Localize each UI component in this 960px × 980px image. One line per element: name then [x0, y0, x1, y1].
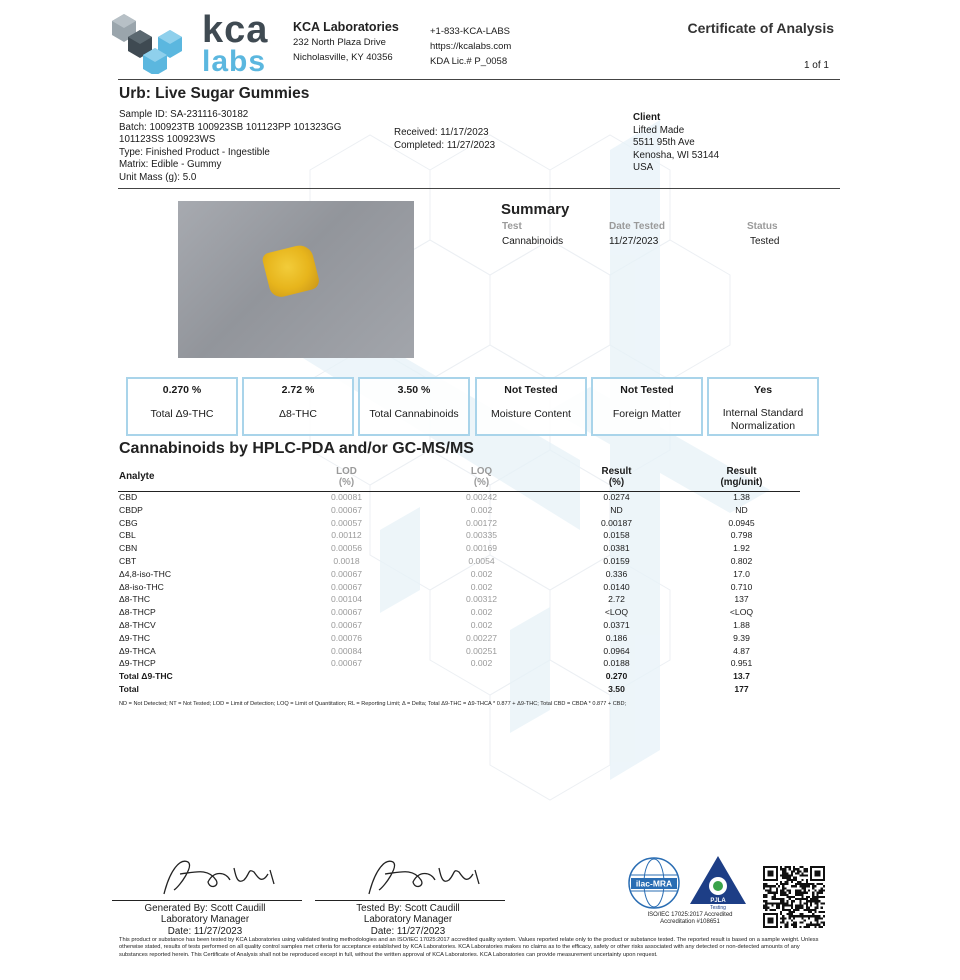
svg-text:PJLA: PJLA — [710, 898, 726, 904]
client-country: USA — [633, 162, 654, 174]
lod-cell: 0.00076 — [330, 632, 363, 643]
table-row — [119, 504, 799, 517]
table-row — [119, 619, 799, 632]
sample-photo — [178, 201, 414, 358]
client-city: Kenosha, WI 53144 — [633, 149, 720, 161]
analyte-cell: CBL — [119, 530, 136, 541]
empty-cell — [279, 683, 414, 696]
table-total-row — [119, 670, 799, 683]
loq-cell: 0.00227 — [465, 632, 498, 643]
loq-cell: 0.002 — [470, 504, 493, 515]
page-number: 1 of 1 — [803, 60, 829, 71]
table-row — [119, 593, 799, 606]
total-mg-cell: 13.7 — [733, 671, 750, 682]
lab-address-line1: 232 North Plaza Drive — [293, 37, 386, 48]
table-row — [119, 491, 799, 504]
col-lod: LOD (%) — [336, 465, 357, 488]
table-row — [119, 632, 799, 645]
result-box-total-cannabinoids — [358, 377, 470, 436]
client-heading: Client — [633, 112, 661, 123]
lod-cell: 0.00084 — [330, 645, 363, 656]
received-date: Received: 11/17/2023 — [394, 127, 489, 138]
lod-cell: 0.00057 — [330, 517, 363, 528]
product-title: Urb: Live Sugar Gummies — [119, 85, 310, 102]
empty-cell — [414, 670, 549, 683]
total-label-cell: Total — [119, 683, 139, 694]
analyte-cell: Δ9-THC — [119, 632, 151, 643]
summary-status: Tested — [750, 236, 780, 247]
sample-type: Type: Finished Product - Ingestible — [119, 146, 270, 158]
generated-role: Laboratory Manager — [160, 914, 250, 926]
lod-cell: 0.00067 — [330, 568, 363, 579]
analyte-cell: CBG — [119, 517, 138, 528]
lab-name: KCA Laboratories — [293, 20, 399, 34]
lod-cell: 0.00112 — [331, 530, 362, 541]
logo-text-kca: kca — [202, 9, 269, 51]
sample-id: Sample ID: SA-231116-30182 — [119, 109, 249, 120]
tested-role: Laboratory Manager — [363, 914, 453, 926]
cannabinoids-table — [119, 463, 799, 696]
table-row — [119, 555, 799, 568]
table-row — [119, 542, 799, 555]
analyte-cell: Δ4,8-iso-THC — [119, 568, 172, 579]
result-mg-cell: <LOQ — [729, 607, 754, 618]
loq-cell: 0.00169 — [465, 543, 498, 554]
summary-date: 11/27/2023 — [609, 236, 659, 247]
total-pct-cell: 3.50 — [608, 683, 625, 694]
client-info — [633, 112, 719, 175]
col-result-mg: Result (mg/unit) — [720, 465, 763, 488]
signature-block-tested — [318, 903, 498, 937]
batch-line2: 101123SS 100923WS — [119, 134, 216, 146]
result-mg-cell: 137 — [734, 594, 749, 605]
result-pct-cell: 0.0371 — [603, 619, 630, 630]
result-mg-cell: 0.802 — [730, 555, 753, 566]
col-loq: LOQ (%) — [470, 465, 493, 488]
result-mg-cell: 1.92 — [733, 543, 750, 554]
lab-info — [293, 20, 399, 65]
result-mg-cell: 17.0 — [733, 568, 750, 579]
table-row — [119, 517, 799, 530]
lod-cell: 0.00067 — [330, 607, 363, 618]
analyte-cell: Δ8-THCP — [119, 607, 156, 618]
generated-by: Generated By: Scott Caudill — [144, 903, 266, 914]
cannabinoids-section-title: Cannabinoids by HPLC-PDA and/or GC-MS/MS — [119, 440, 474, 457]
table-row — [119, 581, 799, 594]
loq-cell: 0.00242 — [465, 492, 498, 502]
result-box-label: Total Cannabinoids — [369, 408, 459, 420]
accreditation-standard: ISO/IEC 17025:2017 Accredited — [647, 912, 733, 918]
summary-title: Summary — [501, 201, 570, 218]
empty-cell — [414, 683, 549, 696]
loq-cell: 0.002 — [470, 658, 493, 669]
unit-mass: Unit Mass (g): 5.0 — [119, 171, 197, 183]
result-box-internal-standard — [707, 377, 819, 436]
lod-cell: 0.00067 — [330, 504, 363, 515]
table-row — [119, 529, 799, 542]
analyte-cell: Δ8-THCV — [119, 619, 156, 630]
result-mg-cell: 0.951 — [730, 658, 753, 669]
result-box-label: Foreign Matter — [612, 408, 682, 420]
lab-license: KDA Lic.# P_0058 — [430, 56, 508, 67]
client-street: 5511 95th Ave — [633, 137, 695, 149]
loq-cell: 0.002 — [470, 607, 493, 618]
lab-phone: +1-833-KCA-LABS — [430, 26, 510, 37]
header-divider — [118, 79, 840, 80]
svg-text:ilac-MRA: ilac-MRA — [635, 878, 673, 889]
document-title: Certificate of Analysis — [687, 20, 834, 36]
signature-generated-by — [150, 850, 330, 900]
col-result-pct: Result (%) — [601, 465, 632, 488]
loq-cell: 0.0054 — [468, 555, 495, 566]
qr-code[interactable] — [763, 866, 825, 928]
result-box-d8-thc — [242, 377, 354, 436]
batch-line1: Batch: 100923TB 100923SB 101123PP 101323GG — [119, 121, 342, 133]
lod-cell: 0.00067 — [330, 619, 363, 630]
lab-address-line2: Nicholasville, KY 40356 — [293, 52, 393, 63]
result-mg-cell: 0.798 — [730, 530, 753, 541]
result-box-value: 0.270 % — [162, 384, 202, 396]
logo-text-labs: labs — [202, 45, 267, 78]
client-name: Lifted Made — [633, 124, 685, 136]
analyte-cell: CBT — [119, 555, 137, 566]
result-box-moisture — [475, 377, 587, 436]
analyte-cell: Δ8-iso-THC — [119, 581, 164, 592]
summary-col-date: Date Tested — [609, 221, 665, 232]
result-pct-cell: 0.0964 — [603, 645, 630, 656]
lod-cell: 0.00081 — [330, 492, 363, 502]
tested-by: Tested By: Scott Caudill — [356, 903, 460, 914]
result-mg-cell: 1.88 — [733, 619, 750, 630]
lod-cell: 0.00067 — [330, 658, 363, 669]
lod-cell: 0.00056 — [330, 543, 363, 554]
analyte-cell: CBN — [119, 543, 138, 554]
result-pct-cell: 0.0274 — [603, 492, 630, 502]
result-box-value: Yes — [753, 384, 773, 396]
table-header-rule — [118, 491, 800, 492]
signature-line-1 — [112, 900, 302, 901]
analyte-cell: CBD — [119, 492, 138, 502]
analyte-cell: CBDP — [119, 504, 143, 515]
sample-dates — [394, 127, 495, 152]
result-pct-cell: 0.0158 — [603, 530, 630, 541]
pjla-logo — [688, 854, 748, 910]
completed-date: Completed: 11/27/2023 — [394, 139, 496, 151]
loq-cell: 0.00312 — [465, 594, 498, 605]
result-mg-cell: 9.39 — [733, 632, 750, 643]
accreditation-number: Accreditation #108651 — [660, 919, 720, 926]
signature-block-generated — [115, 903, 295, 937]
result-pct-cell: 2.72 — [608, 594, 625, 605]
kca-labs-logo — [110, 9, 280, 78]
loq-cell: 0.002 — [470, 619, 493, 630]
loq-cell: 0.002 — [470, 568, 493, 579]
signature-line-2 — [315, 900, 505, 901]
table-row — [119, 568, 799, 581]
sample-details — [119, 109, 341, 185]
result-pct-cell: 0.0140 — [603, 581, 630, 592]
result-pct-cell: <LOQ — [604, 607, 629, 618]
result-box-label: Internal Standard Normalization — [722, 407, 804, 432]
result-box-foreign-matter — [591, 377, 703, 436]
table-header-row — [119, 463, 799, 491]
loq-cell: 0.00251 — [465, 645, 498, 656]
loq-cell: 0.00335 — [465, 530, 498, 541]
cannabinoids-table-body — [119, 491, 799, 696]
result-mg-cell: 4.87 — [733, 645, 750, 656]
details-divider — [118, 188, 840, 189]
lab-website[interactable]: https://kcalabs.com — [430, 41, 512, 52]
analyte-cell: Δ9-THCA — [119, 645, 156, 656]
result-pct-cell: 0.0159 — [603, 555, 630, 566]
result-pct-cell: 0.336 — [605, 568, 628, 579]
result-pct-cell: 0.186 — [605, 632, 628, 643]
summary-test: Cannabinoids — [502, 236, 564, 247]
lod-cell: 0.00067 — [330, 581, 363, 592]
result-box-value: 3.50 % — [397, 384, 431, 396]
result-box-label: Δ8-THC — [279, 408, 317, 420]
total-pct-cell: 0.270 — [605, 671, 628, 682]
accreditation-text — [620, 912, 760, 927]
result-mg-cell: ND — [735, 504, 748, 515]
loq-cell: 0.002 — [470, 581, 493, 592]
sample-matrix: Matrix: Edible - Gummy — [119, 159, 222, 171]
lod-cell: 0.0018 — [333, 555, 360, 566]
result-mg-cell: 0.0945 — [728, 517, 755, 528]
table-row — [119, 606, 799, 619]
empty-cell — [279, 670, 414, 683]
generated-date: Date: 11/27/2023 — [167, 925, 243, 937]
result-box-value: 2.72 % — [281, 384, 315, 396]
result-box-label: Total Δ9-THC — [150, 408, 214, 420]
result-pct-cell: ND — [610, 504, 623, 515]
table-notes: ND = Not Detected; NT = Not Tested; LOD = Limit of Detection; LOQ = Limit of Quantitation; RL = Reporting Limit; Δ = Delta; Total Δ9-THC = Δ9-THCA * 0.877 + Δ9-THC; Total CBD = CBDA * 0.877 + CBD; — [119, 701, 627, 707]
result-mg-cell: 1.38 — [733, 492, 750, 502]
disclaimer: This product or substance has been tested by KCA Laboratories using validated testing methodologies and an ISO/IEC 17025:2017 accredited quality system. Values reported relate only to the product or substance tested. The reported result is based on a sample weight. Unless otherwise stated, results of tests performed on all quality control samples met criteria for acceptance established by KCA Laboratories. KCA Laboratories makes no claims as to the efficacy, safety or other risks associated with any detected or non-detected amounts of any substances reported herein. This Certificate of Analysis shall not be reproduced except in full, without the written approval of KCA Laboratories. KCA Laboratories can provide measurement uncertainty upon request. — [119, 937, 819, 958]
ilac-mra-logo — [627, 856, 681, 910]
result-pct-cell: 0.0188 — [603, 658, 630, 669]
analyte-cell: Δ9-THCP — [119, 658, 156, 669]
col-analyte: Analyte — [119, 471, 155, 483]
result-box-total-d9-thc — [126, 377, 238, 436]
tested-date: Date: 11/27/2023 — [370, 925, 446, 937]
result-pct-cell: 0.0381 — [603, 543, 630, 554]
total-label-cell: Total Δ9-THC — [119, 671, 173, 682]
result-box-value: Not Tested — [620, 384, 674, 396]
lod-cell: 0.00104 — [330, 594, 363, 605]
result-pct-cell: 0.00187 — [600, 517, 633, 528]
result-mg-cell: 0.710 — [730, 581, 753, 592]
table-row — [119, 657, 799, 670]
signature-tested-by — [355, 850, 535, 900]
summary-col-status: Status — [747, 221, 778, 232]
table-row — [119, 645, 799, 658]
total-mg-cell: 177 — [734, 683, 749, 694]
analyte-cell: Δ8-THC — [119, 594, 151, 605]
lab-contact — [430, 24, 511, 69]
result-box-label: Moisture Content — [491, 408, 571, 420]
summary-col-test: Test — [502, 221, 522, 232]
table-total-row — [119, 683, 799, 696]
result-box-value: Not Tested — [504, 384, 558, 396]
svg-text:Testing: Testing — [710, 905, 726, 910]
cubes-logo-icon — [110, 10, 200, 74]
loq-cell: 0.00172 — [465, 517, 498, 528]
